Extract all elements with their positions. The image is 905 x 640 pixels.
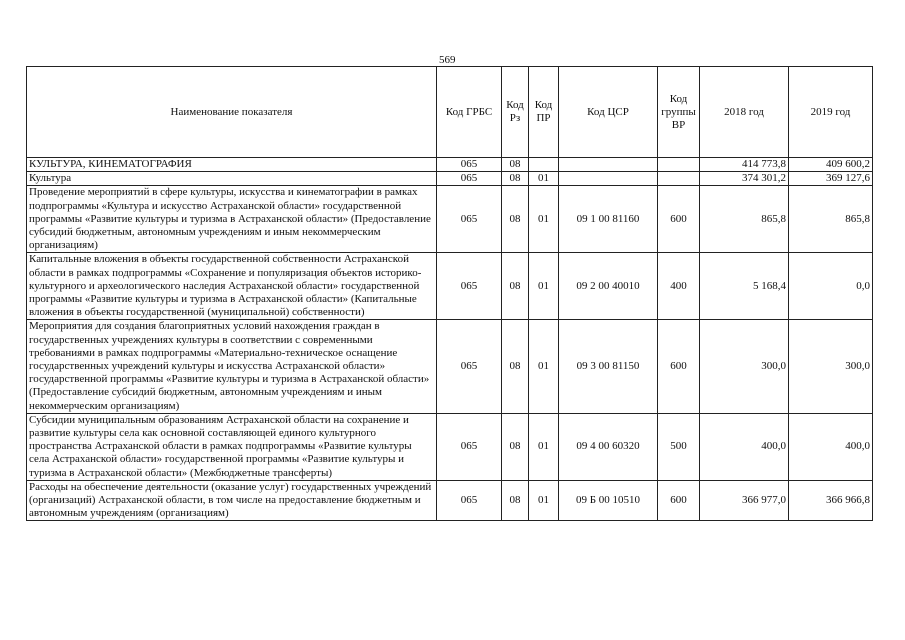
row-grbs: 065 [437, 172, 502, 186]
row-grbs: 065 [437, 158, 502, 172]
row-grbs: 065 [437, 253, 502, 320]
row-2018: 374 301,2 [700, 172, 789, 186]
row-rz: 08 [502, 172, 529, 186]
header-name: Наименование показателя [27, 67, 437, 158]
table-row [27, 186, 873, 253]
row-csr: 09 3 00 81150 [559, 320, 658, 413]
row-name: Субсидии муниципальным образованиям Астраханской области на сохранение и развитие культуры села как основной составляющей единого культурного пространства Астраханской области в рамках подпрограммы «Развитие культуры села Астраханской области» государственной программы «Развитие культуры и туризма в Астраханской области» (Межбюджетные трансферты) [27, 413, 437, 480]
table-row [27, 172, 873, 186]
row-2019: 409 600,2 [789, 158, 873, 172]
header-vr: Код группы ВР [658, 67, 700, 158]
row-rz: 08 [502, 186, 529, 253]
row-2018: 865,8 [700, 186, 789, 253]
row-vr [658, 172, 700, 186]
row-pr: 01 [529, 413, 559, 480]
row-grbs: 065 [437, 320, 502, 413]
row-name: Мероприятия для создания благоприятных условий нахождения граждан в государственных учреждениях культуры в соответствии с современными требованиями в рамках подпрограммы «Материально-техническое оснащение государственных учреждений культуры и искусства Астраханской области» государственной программы «Развитие культуры и туризма в Астраханской области» (Предоставление субсидий бюджетным, автономным учреждениям и иным некоммерческим организациям) [27, 320, 437, 413]
page-number: 569 [439, 54, 456, 66]
row-pr [529, 158, 559, 172]
header-row [27, 67, 873, 158]
row-rz: 08 [502, 413, 529, 480]
row-name: КУЛЬТУРА, КИНЕМАТОГРАФИЯ [27, 158, 437, 172]
row-grbs: 065 [437, 186, 502, 253]
row-2018: 366 977,0 [700, 480, 789, 521]
row-pr: 01 [529, 253, 559, 320]
row-vr: 400 [658, 253, 700, 320]
row-2018: 300,0 [700, 320, 789, 413]
row-csr [559, 172, 658, 186]
row-vr: 500 [658, 413, 700, 480]
row-vr [658, 158, 700, 172]
header-csr: Код ЦСР [559, 67, 658, 158]
table-row [27, 253, 873, 320]
row-rz: 08 [502, 253, 529, 320]
row-2019: 366 966,8 [789, 480, 873, 521]
header-grbs: Код ГРБС [437, 67, 502, 158]
row-2019: 400,0 [789, 413, 873, 480]
row-name: Культура [27, 172, 437, 186]
row-name: Капитальные вложения в объекты государственной собственности Астраханской области в рамках подпрограммы «Сохранение и популяризация объектов историко-культурного и археологического наследия Астраханской области» государственной программы «Развитие культуры и туризма в Астраханской области» (Капитальные вложения в объекты государственной (муниципальной) собственности) [27, 253, 437, 320]
header-pr: Код ПР [529, 67, 559, 158]
row-2019: 865,8 [789, 186, 873, 253]
row-grbs: 065 [437, 480, 502, 521]
header-2019: 2019 год [789, 67, 873, 158]
row-2018: 414 773,8 [700, 158, 789, 172]
budget-table [26, 66, 873, 521]
row-name: Проведение мероприятий в сфере культуры, искусства и кинематографии в рамках подпрограммы «Культура и искусство Астраханской области» государственной программы «Развитие культуры и туризма в Астраханской области» (Предоставление субсидий бюджетным, автономным учреждениям и иным некоммерческим организациям) [27, 186, 437, 253]
table-row [27, 480, 873, 521]
row-vr: 600 [658, 320, 700, 413]
row-vr: 600 [658, 480, 700, 521]
row-2019: 0,0 [789, 253, 873, 320]
header-rz: Код Рз [502, 67, 529, 158]
row-rz: 08 [502, 480, 529, 521]
row-csr: 09 Б 00 10510 [559, 480, 658, 521]
row-csr: 09 1 00 81160 [559, 186, 658, 253]
table-row [27, 320, 873, 413]
row-2018: 5 168,4 [700, 253, 789, 320]
row-pr: 01 [529, 320, 559, 413]
row-rz: 08 [502, 320, 529, 413]
row-rz: 08 [502, 158, 529, 172]
table-row [27, 158, 873, 172]
row-pr: 01 [529, 186, 559, 253]
row-csr: 09 2 00 40010 [559, 253, 658, 320]
row-csr [559, 158, 658, 172]
row-csr: 09 4 00 60320 [559, 413, 658, 480]
row-2018: 400,0 [700, 413, 789, 480]
table-row [27, 413, 873, 480]
row-grbs: 065 [437, 413, 502, 480]
row-vr: 600 [658, 186, 700, 253]
row-name: Расходы на обеспечение деятельности (оказание услуг) государственных учреждений (организаций) Астраханской области, в том числе на предоставление бюджетным и автономным учреждениям (организациям) [27, 480, 437, 521]
row-pr: 01 [529, 480, 559, 521]
row-2019: 300,0 [789, 320, 873, 413]
header-2018: 2018 год [700, 67, 789, 158]
row-pr: 01 [529, 172, 559, 186]
row-2019: 369 127,6 [789, 172, 873, 186]
